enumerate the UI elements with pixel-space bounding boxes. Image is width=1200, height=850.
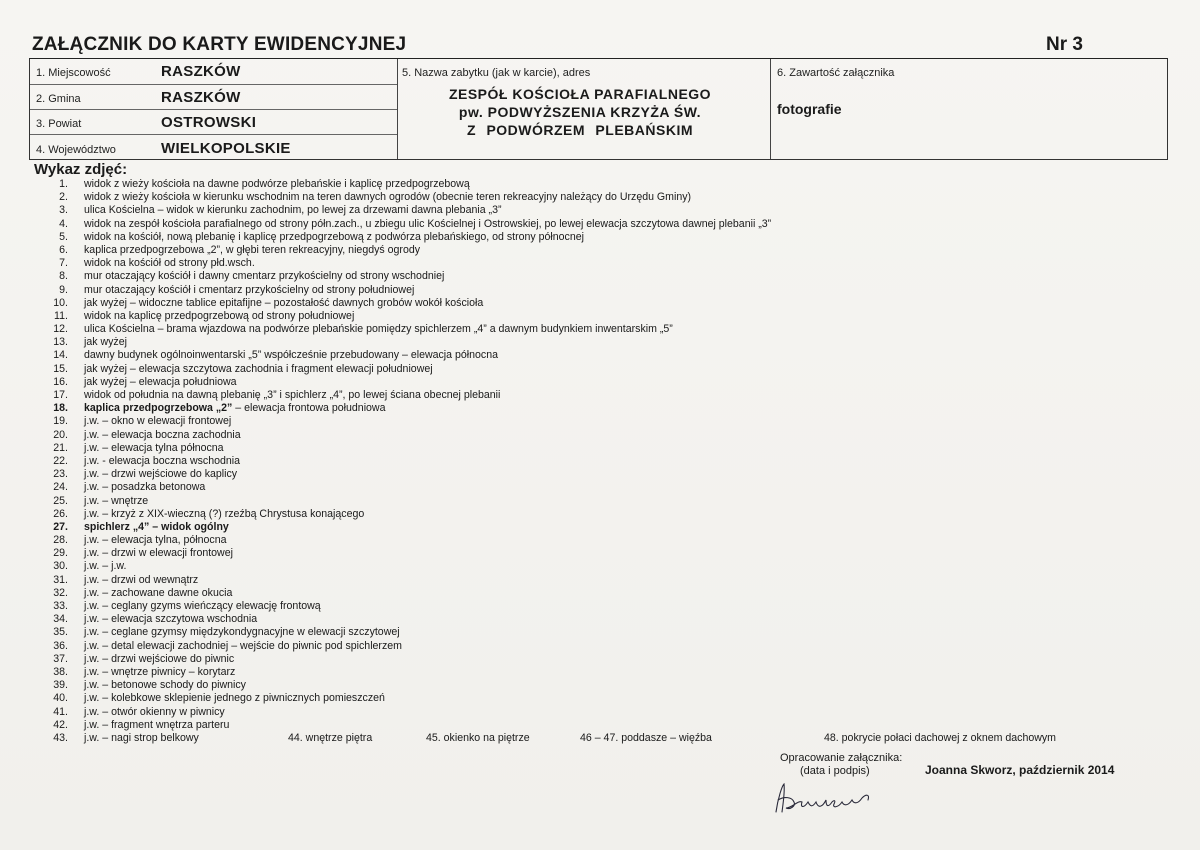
row-divider [30, 134, 397, 135]
list-item-text [84, 218, 771, 231]
list-item-number: 31. [53, 573, 68, 586]
list-item-text [84, 719, 229, 732]
list-item-plain-text: j.w. – fragment wnętrza parteru [84, 718, 230, 731]
commune-value: RASZKÓW [161, 89, 241, 106]
list-item [30, 560, 1150, 573]
date-signature-label: (data i podpis) [800, 765, 870, 777]
list-item-bold-text: kaplica przedpogrzebowa „2” [84, 402, 233, 415]
list-item-number: 10. [53, 296, 68, 309]
list-item-number: 41. [53, 705, 68, 718]
list-item-plain-text: j.w. – ceglane gzymsy międzykondygnacyjne w elewacji szczytowej [84, 626, 400, 639]
list-item [30, 640, 1150, 653]
list-item [30, 613, 1150, 626]
list-item-number: 33. [53, 600, 68, 612]
list-item [30, 178, 1150, 191]
list-item-plain-text: jak wyżej – elewacja szczytowa zachodnia i fragment elewacji południowej [84, 362, 433, 375]
monument-name-line: ZESPÓŁ KOŚCIOŁA PARAFIALNEGO [448, 86, 712, 102]
commune-label: 2. Gmina [36, 93, 81, 105]
column-divider [770, 59, 771, 159]
list-item-plain-text: widok na kościół od strony płd.wsch. [84, 257, 255, 270]
list-item-plain-text: j.w. - elewacja boczna wschodnia [84, 454, 241, 467]
list-item-plain-text: j.w. – krzyż z XIX-wieczną (?) rzeźbą Chrystusa konającego [84, 507, 365, 520]
list-item-number: 37. [53, 652, 68, 665]
list-item [30, 534, 1150, 547]
list-item [30, 626, 1150, 639]
list-item-text [84, 415, 231, 428]
list-item-plain-text: j.w. – drzwi od wewnątrz [84, 573, 199, 586]
list-item-text [84, 363, 433, 376]
list-item-text [84, 442, 224, 455]
list-item-number: 26. [53, 507, 68, 520]
list-item-text [84, 574, 198, 587]
list-item-plain-text: mur otaczający kościół i cmentarz przykościelny od strony południowej [84, 283, 415, 296]
list-item-plain-text: dawny budynek ogólnoinwentarski „5” współcześnie przebudowany – elewacja północna [84, 349, 498, 362]
list-item-inline: 46 – 47. poddasze – więźba [580, 731, 712, 744]
list-item-plain-text: j.w. – zachowane dawne okucia [84, 586, 233, 599]
list-item [30, 653, 1150, 666]
list-item-number: 22. [53, 454, 68, 467]
list-item [30, 297, 1150, 310]
list-item-number: 11. [54, 309, 68, 322]
list-item-plain-text: jak wyżej [84, 336, 127, 349]
list-item-text [84, 284, 414, 297]
list-item-text [84, 626, 400, 639]
list-item-number: 29. [53, 547, 68, 560]
list-item [30, 376, 1150, 389]
list-item-text [84, 692, 385, 705]
list-item-number: 35. [53, 626, 68, 639]
list-item-plain-text: j.w. – drzwi wejściowe do piwnic [84, 652, 235, 665]
list-item-text [84, 323, 673, 336]
list-item-number: 25. [53, 494, 68, 507]
list-item-text [84, 666, 235, 679]
list-item-plain-text: j.w. – elewacja tylna północna [84, 441, 224, 454]
list-item-plain-text: j.w. – ceglany gzyms wieńczący elewację frontową [84, 600, 321, 612]
list-item [30, 547, 1150, 560]
monument-name-line: pw. PODWYŻSZENIA KRZYŻA ŚW. [458, 104, 702, 120]
locality-value: RASZKÓW [161, 63, 241, 80]
attachment-number: Nr 3 [1046, 34, 1083, 55]
list-item [30, 284, 1150, 297]
list-item [30, 495, 1150, 508]
list-item-text [84, 547, 233, 560]
monument-label: 5. Nazwa zabytku (jak w karcie), adres [402, 67, 591, 79]
list-item-inline: 44. wnętrze piętra [288, 731, 373, 744]
list-item-text [84, 402, 385, 415]
list-item [30, 191, 1150, 204]
list-item [30, 310, 1150, 323]
list-item-number: 13. [53, 336, 68, 349]
photo-list [30, 178, 1150, 745]
list-item [30, 218, 1150, 231]
list-item-plain-text: widok na kościół, nową plebanię i kaplicę przedpogrzebową z podwórza plebańskiego, od strony północnej [84, 230, 584, 243]
list-item-text [84, 455, 240, 468]
list-item-plain-text: j.w. – detal elewacji zachodniej – wejście do piwnic pod spichlerzem [84, 639, 402, 652]
list-item-plain-text: j.w. – wnętrze [84, 494, 149, 507]
list-item [30, 349, 1150, 362]
signature-icon [770, 778, 880, 818]
list-item [30, 244, 1150, 257]
list-item-text [84, 204, 502, 217]
photo-list-heading: Wykaz zdjęć: [34, 161, 128, 178]
page-title: ZAŁĄCZNIK DO KARTY EWIDENCYJNEJ [32, 34, 407, 55]
list-item [30, 679, 1150, 692]
list-item [30, 363, 1150, 376]
list-item-number: 20. [53, 428, 68, 441]
list-item [30, 481, 1150, 494]
list-item-number: 9. [59, 283, 68, 296]
list-item [30, 336, 1150, 349]
list-item-text [84, 231, 584, 244]
list-item-number: 23. [53, 468, 68, 481]
content-value: fotografie [777, 101, 842, 117]
header-table [29, 58, 1168, 160]
list-item-number: 17. [53, 389, 68, 401]
list-item [30, 706, 1150, 719]
list-item-inline: 45. okienko na piętrze [426, 731, 530, 744]
monument-name-line: Z PODWÓRZEM PLEBAŃSKIM [467, 122, 693, 138]
list-item-plain-text: ulica Kościelna – widok w kierunku zachodnim, po lewej za drzewami dawna plebania „3” [84, 204, 502, 217]
column-divider [397, 59, 398, 159]
list-item-number: 42. [53, 718, 68, 731]
list-item-plain-text: widok od południa na dawną plebanię „3” i spichlerz „4”, po lewej ściana obecnej plebanii [84, 389, 501, 401]
list-item-plain-text: j.w. – okno w elewacji frontowej [84, 415, 232, 428]
list-item-plain-text: j.w. – kolebkowe sklepienie jednego z piwnicznych pomieszczeń [84, 692, 385, 705]
list-item-number: 1. [59, 178, 68, 190]
list-item-bold-text: spichlerz „4” – widok ogólny [84, 520, 229, 533]
list-item [30, 402, 1150, 415]
county-label: 3. Powiat [36, 118, 82, 130]
list-item-number: 2. [59, 191, 68, 204]
list-item-text [84, 257, 255, 270]
list-item-number: 15. [53, 362, 68, 375]
list-item-number: 24. [53, 481, 68, 494]
list-item-plain-text: j.w. – elewacja szczytowa wschodnia [84, 613, 258, 626]
list-item-text [84, 178, 470, 191]
list-item-number: 12. [53, 323, 68, 336]
list-item-plain-text: j.w. – drzwi w elewacji frontowej [84, 547, 233, 560]
list-item-text [84, 521, 229, 534]
list-item-text [84, 732, 199, 745]
list-item-plain-text: j.w. – elewacja boczna zachodnia [84, 428, 241, 441]
list-item-plain-text: – elewacja frontowa południowa [232, 402, 386, 415]
list-item-number: 7. [59, 257, 68, 270]
list-item-text [84, 389, 500, 402]
list-item-number: 39. [53, 679, 68, 692]
list-item [30, 666, 1150, 679]
list-item-plain-text: j.w. – nagi strop belkowy [84, 731, 199, 744]
list-item [30, 389, 1150, 402]
list-item-plain-text: j.w. – otwór okienny w piwnicy [84, 705, 225, 718]
list-item-plain-text: j.w. – elewacja tylna, północna [84, 534, 227, 547]
list-item-plain-text: widok na zespół kościoła parafialnego od strony półn.zach., u zbiegu ulic Kościelnej i Ostrowskiej, po lewej elewacja szczytowa dawnej plebanii „3” [84, 217, 772, 230]
list-item-plain-text: j.w. – posadzka betonowa [84, 481, 206, 494]
list-item-text [84, 481, 205, 494]
list-item [30, 270, 1150, 283]
list-item [30, 204, 1150, 217]
list-item-number: 38. [53, 665, 68, 678]
list-item-plain-text: jak wyżej – widoczne tablice epitafijne – pozostałość dawnych grobów wokół kościoła [84, 296, 484, 309]
list-item-number: 16. [53, 375, 68, 388]
list-item [30, 468, 1150, 481]
list-item-text [84, 191, 691, 204]
list-item-text [84, 429, 241, 442]
list-item-number: 32. [53, 586, 68, 599]
list-item-text [84, 560, 126, 573]
list-item-text [84, 706, 225, 719]
list-item-number: 3. [59, 204, 68, 217]
list-item-number: 40. [53, 692, 68, 705]
list-item-plain-text: widok na kaplicę przedpogrzebową od strony południowej [84, 309, 355, 322]
list-item-number: 30. [53, 560, 68, 573]
list-item-text [84, 310, 354, 323]
list-item [30, 521, 1150, 534]
list-item-text [84, 349, 498, 362]
voivodeship-label: 4. Województwo [36, 144, 116, 156]
list-item-text [84, 600, 321, 613]
content-label: 6. Zawartość załącznika [777, 67, 895, 79]
list-item [30, 574, 1150, 587]
prepared-label: Opracowanie załącznika: [780, 752, 903, 764]
list-item-text [84, 297, 483, 310]
list-item-text [84, 376, 237, 389]
list-item-text [84, 336, 127, 349]
list-item [30, 415, 1150, 428]
list-item-text [84, 613, 257, 626]
list-item-number: 6. [59, 243, 68, 256]
list-item-number: 5. [59, 230, 68, 243]
list-item [30, 692, 1150, 705]
list-item [30, 442, 1150, 455]
list-item [30, 257, 1150, 270]
list-item-plain-text: j.w. – wnętrze piwnicy – korytarz [84, 665, 236, 678]
list-item-number: 27. [53, 520, 68, 533]
monument-name [430, 85, 730, 139]
list-item-plain-text: ulica Kościelna – brama wjazdowa na podwórze plebańskie pomiędzy spichlerzem „4” a dawnym budynkiem inwentarskim „5” [84, 323, 673, 336]
list-item-number: 14. [53, 349, 68, 362]
list-item-plain-text: mur otaczający kościół i dawny cmentarz przykościelny od strony wschodniej [84, 270, 445, 283]
list-item [30, 429, 1150, 442]
list-item [30, 600, 1150, 613]
list-item-plain-text: widok z wieży kościoła na dawne podwórze plebańskie i kaplicę przedpogrzebową [84, 178, 470, 190]
list-item-number: 28. [53, 534, 68, 547]
locality-label: 1. Miejscowość [36, 67, 111, 79]
list-item-number: 34. [53, 613, 68, 626]
list-item-number: 4. [59, 217, 68, 230]
list-item-number: 43. [53, 731, 68, 744]
list-item-plain-text: j.w. – betonowe schody do piwnicy [84, 679, 246, 692]
list-item-plain-text: j.w. – drzwi wejściowe do kaplicy [84, 468, 238, 481]
list-item-number: 18. [53, 402, 68, 415]
list-item-inline: 48. pokrycie połaci dachowej z oknem dachowym [824, 731, 1057, 744]
list-item-text [84, 495, 148, 508]
list-item-number: 21. [53, 441, 68, 454]
list-item [30, 508, 1150, 521]
list-item [30, 323, 1150, 336]
list-item-text [84, 534, 227, 547]
list-item-text [84, 679, 246, 692]
list-item-text [84, 244, 420, 257]
list-item-text [84, 587, 232, 600]
list-item-text [84, 508, 364, 521]
list-item [30, 455, 1150, 468]
author: Joanna Skworz, październik 2014 [925, 763, 1115, 777]
list-item-text [84, 640, 402, 653]
list-item-plain-text: kaplica przedpogrzebowa „2”, w głębi teren rekreacyjny, niegdyś ogrody [84, 243, 421, 256]
row-divider [30, 109, 397, 110]
list-item [30, 719, 1150, 732]
list-item [30, 587, 1150, 600]
list-item-number: 36. [53, 639, 68, 652]
list-item [30, 732, 1150, 745]
list-item-number: 19. [53, 415, 68, 428]
row-divider [30, 84, 397, 85]
list-item-plain-text: widok z wieży kościoła w kierunku wschodnim na teren dawnych ogrodów (obecnie teren rekreacyjny należący do Urzędu Gminy) [84, 191, 692, 204]
list-item-number: 8. [59, 270, 68, 283]
list-item [30, 231, 1150, 244]
county-value: OSTROWSKI [161, 114, 257, 131]
list-item-text [84, 270, 444, 283]
list-item-plain-text: j.w. – j.w. [84, 560, 127, 573]
list-item-text [84, 653, 234, 666]
list-item-text [84, 468, 237, 481]
list-item-plain-text: jak wyżej – elewacja południowa [84, 375, 237, 388]
voivodeship-value: WIELKOPOLSKIE [161, 140, 291, 157]
